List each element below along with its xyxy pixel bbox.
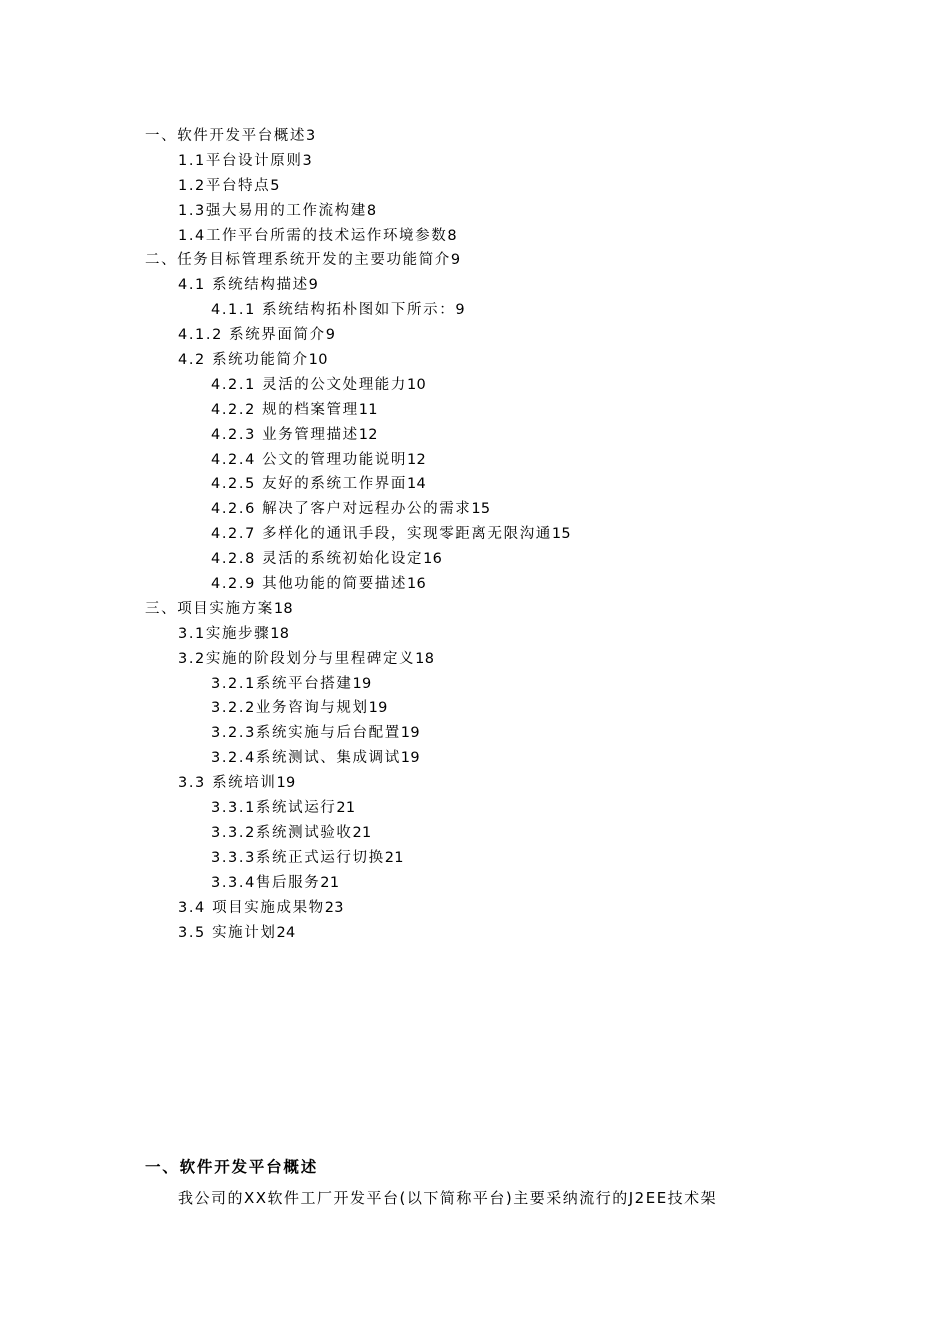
toc-entry[interactable] [145, 597, 845, 622]
toc-entry-page: 19 [352, 675, 372, 692]
body-paragraph: 我公司的XX软件工厂开发平台(以下简称平台)主要采纳流行的J2EE技术架 [178, 1189, 718, 1207]
toc-entry[interactable] [145, 423, 845, 448]
toc-entry-title: 4.2.2 规的档案管理 [211, 401, 359, 418]
toc-entry[interactable] [145, 522, 845, 547]
toc-entry[interactable] [145, 921, 845, 946]
toc-entry-title: 4.2.4 公文的管理功能说明 [211, 451, 408, 468]
table-of-contents [145, 124, 845, 945]
toc-entry[interactable] [145, 647, 845, 672]
toc-entry[interactable] [145, 199, 845, 224]
toc-entry-title: 4.2.5 友好的系统工作界面 [211, 476, 408, 493]
toc-entry[interactable] [145, 896, 845, 921]
toc-entry-title: 3.1实施步骤 [178, 625, 271, 642]
toc-entry-title: 3.3.4售后服务 [211, 874, 321, 891]
toc-entry[interactable] [145, 497, 845, 522]
toc-entry-title: 3.2.3系统实施与后台配置 [211, 725, 401, 742]
toc-entry[interactable] [145, 846, 845, 871]
toc-entry-title: 4.2.3 业务管理描述 [211, 426, 359, 443]
toc-entry-title: 三、项目实施方案 [145, 600, 274, 617]
toc-entry-title: 1.3强大易用的工作流构建 [178, 202, 367, 219]
section-heading: 一、软件开发平台概述 [145, 1158, 319, 1176]
toc-entry-page: 21 [352, 824, 372, 841]
toc-entry-page: 19 [276, 775, 296, 792]
toc-entry[interactable] [145, 273, 845, 298]
toc-entry-title: 4.2.8 灵活的系统初始化设定 [211, 551, 424, 568]
toc-entry-page: 21 [336, 800, 356, 817]
toc-entry[interactable] [145, 224, 845, 249]
toc-entry-page: 21 [320, 874, 340, 891]
toc-entry-page: 8 [447, 227, 457, 244]
toc-entry-title: 4.2.7 多样化的通讯手段，实现零距离无限沟通 [211, 526, 552, 543]
toc-entry-page: 19 [400, 750, 420, 767]
toc-entry-page: 15 [471, 501, 491, 518]
toc-entry-title: 4.1.2 系统界面简介 [178, 327, 326, 344]
toc-entry-page: 21 [384, 849, 404, 866]
toc-entry[interactable] [145, 672, 845, 697]
toc-entry[interactable] [145, 124, 845, 149]
toc-entry[interactable] [145, 721, 845, 746]
toc-entry-page: 9 [325, 327, 336, 344]
toc-entry-page: 15 [551, 526, 571, 543]
toc-entry-title: 4.1.1 系统结构拓朴图如下所示： [211, 302, 456, 319]
toc-entry-page: 18 [273, 600, 293, 617]
toc-entry-page: 19 [400, 725, 420, 742]
toc-entry-title: 4.2.1 灵活的公文处理能力 [211, 376, 408, 393]
toc-entry-title: 4.2 系统功能简介 [178, 352, 309, 369]
toc-entry[interactable] [145, 821, 845, 846]
toc-entry[interactable] [145, 472, 845, 497]
toc-entry[interactable] [145, 448, 845, 473]
toc-entry-page: 9 [455, 302, 465, 319]
toc-entry[interactable] [145, 746, 845, 771]
toc-entry[interactable] [145, 348, 845, 373]
toc-entry-page: 14 [407, 476, 427, 493]
toc-entry[interactable] [145, 771, 845, 796]
toc-entry[interactable] [145, 149, 845, 174]
toc-entry-title: 3.2.2业务咨询与规划 [211, 700, 369, 717]
toc-entry[interactable] [145, 398, 845, 423]
toc-entry-page: 19 [368, 700, 388, 717]
toc-entry-page: 5 [270, 177, 280, 194]
toc-entry[interactable] [145, 547, 845, 572]
toc-entry-title: 一、软件开发平台概述 [145, 128, 306, 144]
toc-entry-page: 3 [306, 128, 316, 144]
toc-entry-page: 23 [324, 899, 344, 916]
toc-entry-page: 9 [450, 252, 461, 269]
toc-entry-title: 3.3.1系统试运行 [211, 800, 337, 817]
toc-entry-page: 12 [407, 451, 427, 468]
toc-entry-page: 16 [423, 551, 443, 568]
toc-entry-title: 3.3.3系统正式运行切换 [211, 849, 385, 866]
toc-entry[interactable] [145, 373, 845, 398]
toc-entry-title: 4.2.6 解决了客户对远程办公的需求 [211, 501, 472, 518]
toc-entry-page: 3 [302, 152, 312, 169]
toc-entry-title: 3.2.1系统平台搭建 [211, 675, 353, 692]
toc-entry[interactable] [145, 572, 845, 597]
toc-entry-title: 1.1平台设计原则 [178, 152, 303, 169]
toc-entry-title: 3.3.2系统测试验收 [211, 824, 353, 841]
toc-entry-title: 3.2实施的阶段划分与里程碑定义 [178, 650, 416, 667]
toc-entry-title: 3.4 项目实施成果物 [178, 899, 325, 916]
toc-entry-page: 16 [407, 576, 427, 593]
toc-entry-title: 二、任务目标管理系统开发的主要功能简介 [145, 252, 451, 269]
toc-entry[interactable] [145, 248, 845, 273]
toc-entry-title: 1.4工作平台所需的技术运作环境参数 [178, 227, 448, 244]
toc-entry-page: 10 [407, 376, 427, 393]
toc-entry[interactable] [145, 622, 845, 647]
toc-entry[interactable] [145, 696, 845, 721]
toc-entry[interactable] [145, 298, 845, 323]
toc-entry[interactable] [145, 871, 845, 896]
toc-entry-title: 3.3 系统培训 [178, 775, 277, 792]
toc-entry-page: 9 [308, 277, 319, 294]
toc-entry-title: 1.2平台特点 [178, 177, 271, 194]
toc-entry-page: 18 [415, 650, 435, 667]
toc-entry-title: 4.2.9 其他功能的简要描述 [211, 576, 408, 593]
toc-entry-page: 12 [358, 426, 378, 443]
toc-entry-page: 11 [358, 401, 378, 418]
toc-entry-title: 4.1 系统结构描述 [178, 277, 309, 294]
toc-entry-page: 10 [308, 352, 328, 369]
toc-entry-page: 18 [270, 625, 290, 642]
toc-entry-title: 3.2.4系统测试、集成调试 [211, 750, 401, 767]
toc-entry[interactable] [145, 174, 845, 199]
toc-entry-title: 3.5 实施计划 [178, 924, 277, 941]
toc-entry-page: 8 [366, 202, 377, 219]
toc-entry-page: 24 [276, 924, 296, 941]
toc-entry[interactable] [145, 796, 845, 821]
toc-entry[interactable] [145, 323, 845, 348]
